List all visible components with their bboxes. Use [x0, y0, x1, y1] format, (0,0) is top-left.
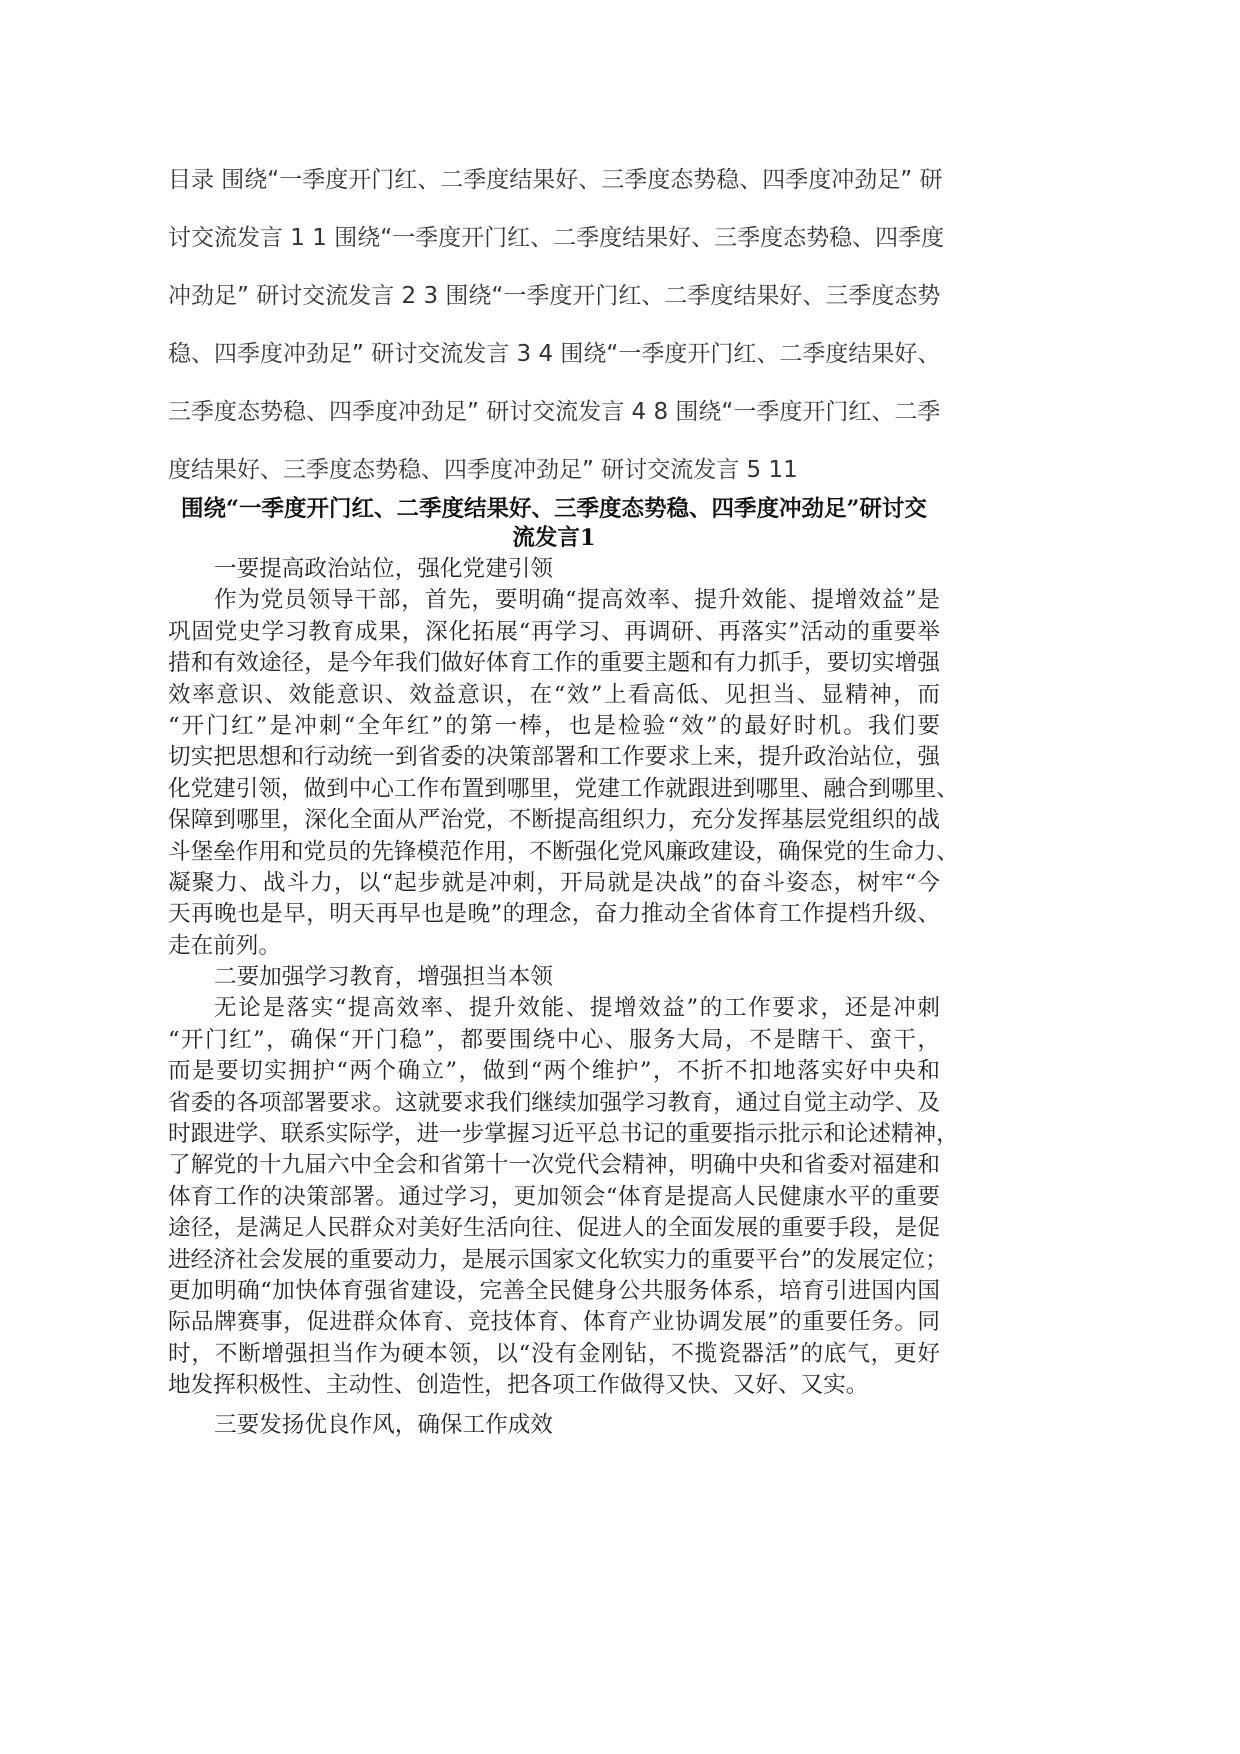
table-of-contents [168, 160, 945, 508]
section-heading: 一要提高政治站位，强化党建引领 [214, 556, 553, 582]
paragraph-line: 措和有效途径，是今年我们做好体育工作的重要主题和有力抓手，要切实增强 [168, 650, 940, 677]
section-heading: 三要发扬优良作风，确保工作成效 [214, 1411, 553, 1438]
paragraph-line: 天再晚也是早，明天再早也是晚”的理念，奋力推动全省体育工作提档升级、 [168, 901, 940, 928]
paragraph-line: 走在前列。 [168, 932, 281, 959]
paragraph-line: 斗堡垒作用和党员的先锋模范作用，不断强化党风廉政建设，确保党的生命力、 [168, 838, 959, 865]
paragraph-line: 凝聚力、战斗力，以“起步就是冲刺，开局就是决战”的奋斗姿态，树牢“今 [168, 869, 940, 896]
paragraph-line: 无论是落实“提高效率、提升效能、提增效益”的工作要求，还是冲刺 [214, 995, 940, 1022]
section-heading: 二要加强学习教育，增强担当本领 [214, 964, 553, 991]
toc-line: 度结果好、三季度态势稳、四季度冲劲足” 研讨交流发言 5 11 [168, 457, 798, 483]
paragraph-line: 际品牌赛事，促进群众体育、竞技体育、体育产业协调发展”的重要任务。同 [168, 1309, 940, 1336]
paragraph-line: 化党建引领，做到中心工作布置到哪里，党建工作就跟进到哪里、融合到哪里、 [168, 775, 959, 802]
paragraph-line: 保障到哪里，深化全面从严治党，不断提高组织力，充分发挥基层党组织的战 [168, 807, 940, 834]
paragraph-line: 切实把思想和行动统一到省委的决策部署和工作要求上来，提升政治站位，强 [168, 744, 940, 771]
paragraph-line: 时，不断增强担当作为硬本领，以“没有金刚钻，不揽瓷器活”的底气，更好 [168, 1340, 940, 1367]
article-body [168, 554, 959, 1441]
article [168, 495, 959, 1441]
paragraph-line: “开门红”是冲刺“全年红”的第一棒，也是检验“效”的最好时机。我们要 [168, 712, 940, 739]
article-title [168, 495, 940, 553]
toc-line: 目录 围绕“一季度开门红、二季度结果好、三季度态势稳、四季度冲劲足” 研 [168, 167, 943, 193]
toc-line: 三季度态势稳、四季度冲劲足” 研讨交流发言 4 8 围绕“一季度开门红、二季 [168, 399, 941, 425]
paragraph-line: 地发挥积极性、主动性、创造性，把各项工作做得又快、又好、又实。 [168, 1372, 869, 1399]
paragraph-line: 时跟进学、联系实际学，进一步掌握习近平总书记的重要指示批示和论述精神， [168, 1121, 959, 1148]
paragraph-line: 进经济社会发展的重要动力，是展示国家文化软实力的重要平台”的发展定位； [168, 1246, 948, 1273]
paragraph-line: 效率意识、效能意识、效益意识，在“效”上看高低、见担当、显精神，而 [168, 681, 940, 708]
title-line: 流发言1 [512, 525, 596, 551]
paragraph-line: “开门红”，确保“开门稳”，都要围绕中心、服务大局，不是瞎干、蛮干， [168, 1026, 940, 1053]
title-line: 围绕“一季度开门红、二季度结果好、三季度态势稳、四季度冲劲足”研讨交 [181, 496, 927, 522]
paragraph-line: 更加明确“加快体育强省建设，完善全民健身公共服务体系，培育引进国内国 [168, 1277, 940, 1304]
paragraph-line: 而是要切实拥护“两个确立”，做到“两个维护”，不折不扣地落实好中央和 [168, 1058, 940, 1085]
paragraph-line: 了解党的十九届六中全会和省第十一次党代会精神，明确中央和省委对福建和 [168, 1152, 940, 1179]
toc-line: 稳、四季度冲劲足” 研讨交流发言 3 4 围绕“一季度开门红、二季度结果好、 [168, 341, 941, 367]
paragraph-line: 作为党员领导干部，首先，要明确“提高效率、提升效能、提增效益”是 [214, 587, 940, 614]
paragraph-line: 体育工作的决策部署。通过学习，更加领会“体育是提高人民健康水平的重要 [168, 1183, 940, 1210]
paragraph-line: 省委的各项部署要求。这就要求我们继续加强学习教育，通过自觉主动学、及 [168, 1089, 940, 1116]
toc-line: 讨交流发言 1 1 围绕“一季度开门红、二季度结果好、三季度态势稳、四季度 [168, 225, 945, 251]
paragraph-line: 巩固党史学习教育成果，深化拓展“再学习、再调研、再落实”活动的重要举 [168, 618, 940, 645]
toc-line: 冲劲足” 研讨交流发言 2 3 围绕“一季度开门红、二季度结果好、三季度态势 [168, 283, 941, 309]
paragraph-line: 途径，是满足人民群众对美好生活向往、促进人的全面发展的重要手段，是促 [168, 1215, 940, 1242]
